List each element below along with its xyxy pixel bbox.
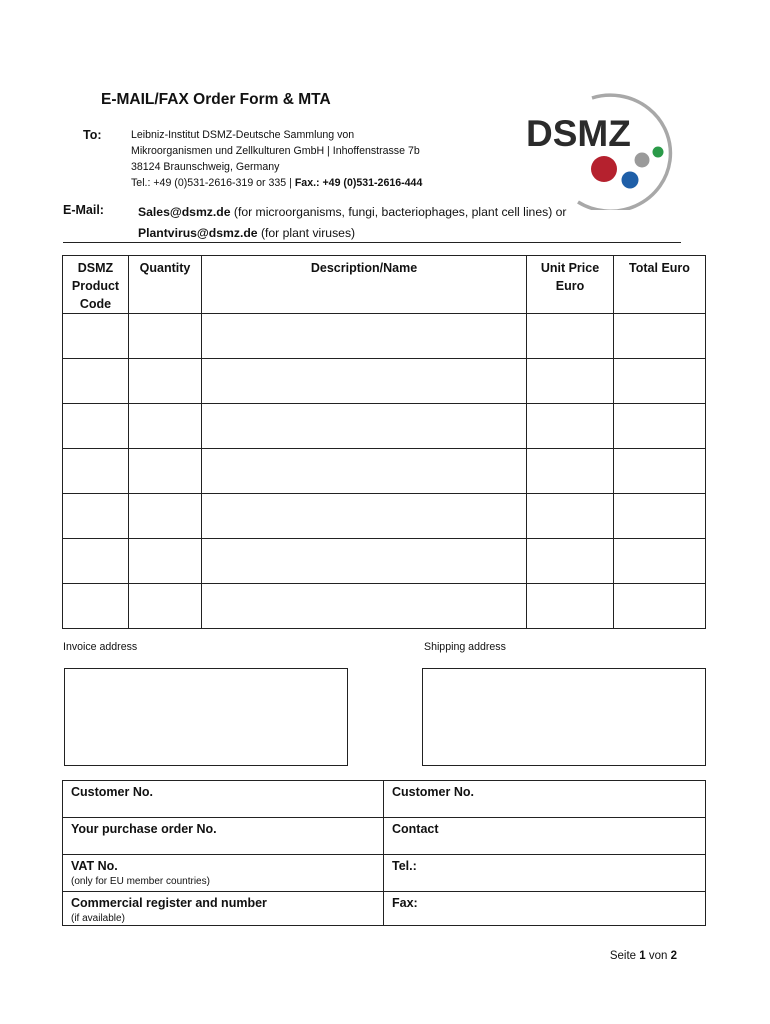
col-header-unit-price: Unit Price Euro (527, 256, 614, 314)
order-table (62, 255, 706, 629)
contact-line (131, 175, 422, 191)
field-label: Tel.: (392, 859, 417, 873)
order-cell-description[interactable] (202, 404, 527, 449)
col-header-quantity: Quantity (129, 256, 202, 314)
order-cell-total[interactable] (614, 539, 706, 584)
order-row (63, 404, 706, 449)
customer-row (63, 818, 706, 855)
order-cell-quantity[interactable] (129, 494, 202, 539)
customer-row (63, 781, 706, 818)
address-line: Leibniz-Institut DSMZ-Deutsche Sammlung von (131, 129, 355, 141)
order-cell-description[interactable] (202, 539, 527, 584)
field-label: Customer No. (392, 785, 474, 799)
order-cell-quantity[interactable] (129, 359, 202, 404)
address-line: 38124 Braunschweig, Germany (131, 161, 280, 173)
order-cell-total[interactable] (614, 359, 706, 404)
order-cell-quantity[interactable] (129, 584, 202, 629)
order-cell-total[interactable] (614, 494, 706, 539)
order-cell-product-code[interactable] (63, 494, 129, 539)
logo-dot-blue (622, 172, 639, 189)
order-table-body (63, 314, 706, 629)
order-cell-unit-price[interactable] (527, 539, 614, 584)
order-cell-total[interactable] (614, 404, 706, 449)
sales-email-link[interactable]: Sales@dsmz.de (138, 205, 231, 219)
field-label: Your purchase order No. (71, 822, 217, 836)
page-middle: von (645, 950, 671, 962)
tel-field[interactable] (384, 855, 706, 892)
invoice-address-label: Invoice address (63, 641, 138, 653)
order-cell-description[interactable] (202, 359, 527, 404)
order-cell-unit-price[interactable] (527, 359, 614, 404)
customer-no-field-2[interactable] (384, 781, 706, 818)
sales-email-note: (for microorganisms, fungi, bacteriophages, plant cell lines) or (230, 205, 567, 219)
to-label: To: (83, 128, 102, 142)
plantvirus-email-link[interactable]: Plantvirus@dsmz.de (138, 226, 258, 240)
order-cell-unit-price[interactable] (527, 494, 614, 539)
email-addresses (138, 202, 566, 244)
order-cell-product-code[interactable] (63, 404, 129, 449)
field-label: Commercial register and number (71, 896, 267, 910)
fax-field[interactable] (384, 892, 706, 926)
recipient-address (131, 127, 422, 191)
page-prefix: Seite (609, 950, 640, 962)
order-cell-description[interactable] (202, 494, 527, 539)
shipping-address-field[interactable] (422, 668, 706, 766)
address-line: Mikroorganismen und Zellkulturen GmbH | Inhoffenstrasse 7b (131, 145, 420, 157)
dsmz-logo (520, 90, 688, 210)
order-cell-quantity[interactable] (129, 539, 202, 584)
order-cell-description[interactable] (202, 584, 527, 629)
total-pages: 2 (670, 950, 677, 962)
invoice-address-field[interactable] (64, 668, 348, 766)
customer-no-field[interactable] (63, 781, 384, 818)
order-cell-unit-price[interactable] (527, 404, 614, 449)
field-sublabel: (if available) (71, 913, 125, 924)
order-row (63, 314, 706, 359)
order-cell-unit-price[interactable] (527, 314, 614, 359)
order-row (63, 359, 706, 404)
field-label: VAT No. (71, 859, 118, 873)
purchase-order-field[interactable] (63, 818, 384, 855)
order-cell-total[interactable] (614, 584, 706, 629)
col-header-product-code: DSMZ Product Code (63, 256, 129, 314)
logo-dot-red (591, 156, 617, 182)
order-cell-quantity[interactable] (129, 314, 202, 359)
col-header-description: Description/Name (202, 256, 527, 314)
logo-dot-gray (635, 153, 650, 168)
field-label: Fax: (392, 896, 418, 910)
email-label: E-Mail: (63, 203, 104, 217)
order-row (63, 539, 706, 584)
customer-row (63, 892, 706, 926)
order-cell-unit-price[interactable] (527, 449, 614, 494)
order-row (63, 449, 706, 494)
order-cell-product-code[interactable] (63, 359, 129, 404)
commercial-register-field[interactable] (63, 892, 384, 926)
order-cell-product-code[interactable] (63, 539, 129, 584)
field-label: Contact (392, 822, 439, 836)
order-row (63, 494, 706, 539)
contact-field[interactable] (384, 818, 706, 855)
order-row (63, 584, 706, 629)
logo-dot-green (653, 147, 664, 158)
shipping-address-label: Shipping address (424, 641, 506, 653)
col-header-total: Total Euro (614, 256, 706, 314)
plantvirus-email-note: (for plant viruses) (257, 226, 356, 240)
order-table-header (63, 256, 706, 314)
order-cell-product-code[interactable] (63, 584, 129, 629)
logo-text: DSMZ (526, 113, 631, 154)
order-cell-product-code[interactable] (63, 314, 129, 359)
header-divider (63, 242, 681, 243)
order-cell-total[interactable] (614, 449, 706, 494)
order-cell-total[interactable] (614, 314, 706, 359)
order-cell-description[interactable] (202, 314, 527, 359)
customer-info-table (62, 780, 706, 926)
order-cell-unit-price[interactable] (527, 584, 614, 629)
order-cell-quantity[interactable] (129, 449, 202, 494)
order-cell-description[interactable] (202, 449, 527, 494)
fax-text: Fax.: +49 (0)531-2616-444 (294, 177, 423, 189)
form-title: E-MAIL/FAX Order Form & MTA (101, 91, 331, 108)
vat-no-field[interactable] (63, 855, 384, 892)
order-cell-quantity[interactable] (129, 404, 202, 449)
tel-text: Tel.: +49 (0)531-2616-319 or 335 | (131, 177, 295, 189)
order-cell-product-code[interactable] (63, 449, 129, 494)
field-sublabel: (only for EU member countries) (71, 876, 210, 887)
customer-row (63, 855, 706, 892)
current-page: 1 (639, 950, 646, 962)
field-label: Customer No. (71, 785, 153, 799)
page-number (610, 950, 677, 962)
